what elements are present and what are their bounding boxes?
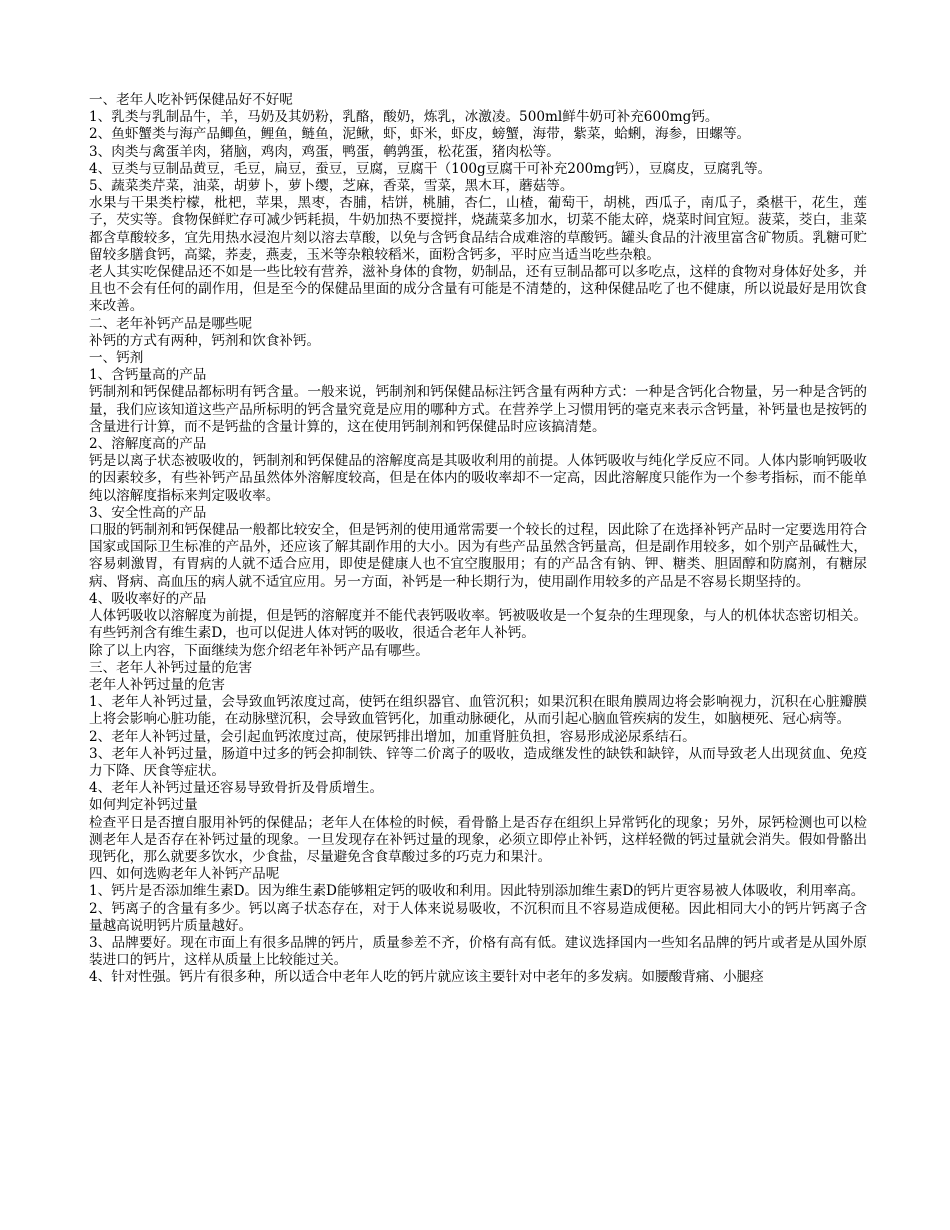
paragraph: 老人其实吃保健品还不如是一些比较有营养，滋补身体的食物，奶制品，还有豆制品都可以多吃点，这样的食物对身体好处多，并且也不会有任何的副作用，但是至今的保健品里面的成分含量有可能是不清楚的，这种保健品吃了也不健康，所以说最好是用饮食来改善。 — [89, 264, 867, 315]
paragraph: 3、老年人补钙过量，肠道中过多的钙会抑制铁、锌等二价离子的吸收，造成继发性的缺铁和缺锌，从而导致老人出现贫血、免疫力下降、厌食等症状。 — [89, 745, 867, 779]
paragraph: 3、品牌要好。现在市面上有很多品牌的钙片，质量参差不齐，价格有高有低。建议选择国内一些知名品牌的钙片或者是从国外原装进口的钙片，这样从质量上比较能过关。 — [89, 934, 867, 969]
paragraph: 老年人补钙过量的危害 — [89, 676, 225, 693]
paragraph: 4、豆类与豆制品黄豆，毛豆，扁豆，蚕豆，豆腐，豆腐干（100g豆腐干可补充200mg钙），豆腐皮，豆腐乳等。 — [89, 160, 772, 177]
paragraph: 如何判定补钙过量 — [89, 797, 198, 814]
paragraph: 1、乳类与乳制品牛，羊，马奶及其奶粉，乳酪，酸奶，炼乳，冰激凌。500ml鲜牛奶可补充600mg钙。 — [89, 109, 719, 126]
paragraph: 钙制剂和钙保健品都标明有钙含量。一般来说，钙制剂和钙保健品标注钙含量有两种方式：一种是含钙化合物量，另一种是含钙的量，我们应该知道这些产品所标明的钙含量究竟是应用的哪种方式。在营养学上习惯用钙的毫克来表示含钙量，补钙量也是按钙的含量进行计算，而不是钙盐的含量计算的，这在使用钙制剂和钙保健品时应该搞清楚。 — [89, 384, 867, 435]
paragraph: 四、如何选购老年人补钙产品呢 — [89, 866, 280, 883]
paragraph: 4、老年人补钙过量还容易导致骨折及骨质增生。 — [89, 780, 384, 797]
paragraph: 1、老年人补钙过量，会导致血钙浓度过高，使钙在组织器官、血管沉积；如果沉积在眼角膜周边将会影响视力，沉积在心脏瓣膜上将会影响心脏功能，在动脉壁沉积，会导致血管钙化，加重动脉硬化，从而引起心脑血管疾病的发生，如脑梗死、冠心病等。 — [89, 694, 867, 728]
document-body — [89, 92, 867, 987]
paragraph: 2、老年人补钙过量，会引起血钙浓度过高，使尿钙排出增加，加重肾脏负担，容易形成泌尿系结石。 — [89, 728, 696, 745]
paragraph: 4、针对性强。钙片有很多种，所以适合中老年人吃的钙片就应该主要针对中老年的多发病。如腰酸背痛、小腿痉 — [89, 969, 764, 986]
paragraph: 检查平日是否擅自服用补钙的保健品；老年人在体检的时候，看骨骼上是否存在组织上异常钙化的现象；另外，尿钙检测也可以检测老年人是否存在补钙过量的现象。一旦发现存在补钙过量的现象，必须立即停止补钙，这样轻微的钙过量就会消失。假如骨骼出现钙化，那么就要多饮水，少食盐，尽量避免含食草酸过多的巧克力和果汁。 — [89, 814, 867, 865]
paragraph: 口服的钙制剂和钙保健品一般都比较安全，但是钙剂的使用通常需要一个较长的过程，因此除了在选择补钙产品时一定要选用符合国家或国际卫生标准的产品外，还应该了解其副作用的大小。因为有些产品虽然含钙量高，但是副作用较多，如个别产品碱性大，容易刺激胃，有胃病的人就不适合应用，即使是健康人也不宜空腹服用；有的产品含有钠、钾、糖类、胆固醇和防腐剂，有糖尿病、肾病、高血压的病人就不适宜应用。另一方面，补钙是一种长期行为，使用副作用较多的产品是不容易长期坚持的。 — [89, 522, 867, 590]
paragraph: 2、溶解度高的产品 — [89, 436, 207, 453]
paragraph: 人体钙吸收以溶解度为前提，但是钙的溶解度并不能代表钙吸收率。钙被吸收是一个复杂的生理现象，与人的机体状态密切相关。有些钙剂含有维生素D，也可以促进人体对钙的吸收，很适合老年人补钙。 — [89, 608, 867, 642]
paragraph: 4、吸收率好的产品 — [89, 590, 207, 607]
paragraph: 钙是以离子状态被吸收的，钙制剂和钙保健品的溶解度高是其吸收利用的前提。人体钙吸收与纯化学反应不同。人体内影响钙吸收的因素较多，有些补钙产品虽然体外溶解度较高，但是在体内的吸收率却不一定高，因此溶解度只能作为一个参考指标，而不能单纯以溶解度指标来判定吸收率。 — [89, 453, 867, 504]
paragraph: 一、老年人吃补钙保健品好不好呢 — [89, 92, 293, 108]
paragraph: 3、安全性高的产品 — [89, 504, 207, 521]
paragraph: 2、钙离子的含量有多少。钙以离子状态存在，对于人体来说易吸收，不沉积而且不容易造成便秘。因此相同大小的钙片钙离子含量越高说明钙片质量越好。 — [89, 900, 867, 934]
paragraph: 3、肉类与禽蛋羊肉，猪脑，鸡肉，鸡蛋，鸭蛋，鹌鹑蛋，松花蛋，猪肉松等。 — [89, 143, 560, 160]
paragraph: 1、含钙量高的产品 — [89, 367, 207, 384]
paragraph: 水果与干果类柠檬，枇杷，苹果，黑枣，杏脯，桔饼，桃脯，杏仁，山楂，葡萄干，胡桃，西瓜子，南瓜子，桑椹干，花生，莲子，芡实等。食物保鲜贮存可减少钙耗损，牛奶加热不要搅拌，烧蔬菜多加水，切菜不能太碎，烧菜时间宜短。菠菜，茭白，韭菜都含草酸较多，宜先用热水浸泡片刻以溶去草酸，以免与含钙食品结合成难溶的草酸钙。罐头食品的汁液里富含矿物质。乳糖可贮留较多膳食钙，高粱，荞麦，燕麦，玉米等杂粮较稻米，面粉含钙多，平时应当适当吃些杂粮。 — [89, 195, 867, 263]
paragraph: 除了以上内容，下面继续为您介绍老年补钙产品有哪些。 — [89, 642, 429, 659]
paragraph: 1、钙片是否添加维生素D。因为维生素D能够粗定钙的吸收和利用。因此特别添加维生素D的钙片更容易被人体吸收，利用率高。 — [89, 883, 865, 900]
paragraph: 二、老年补钙产品是哪些呢 — [89, 315, 253, 332]
paragraph: 补钙的方式有两种，钙剂和饮食补钙。 — [89, 332, 321, 349]
paragraph: 一、钙剂 — [89, 350, 144, 367]
paragraph: 三、老年人补钙过量的危害 — [89, 659, 253, 676]
paragraph: 5、蔬菜类芹菜，油菜，胡萝卜，萝卜缨，芝麻，香菜，雪菜，黑木耳，蘑菇等。 — [89, 178, 574, 195]
paragraph: 2、鱼虾蟹类与海产品鲫鱼，鲤鱼，鲢鱼，泥鳅，虾，虾米，虾皮，螃蟹，海带，紫菜，蛤蜊，海参，田螺等。 — [89, 126, 751, 143]
